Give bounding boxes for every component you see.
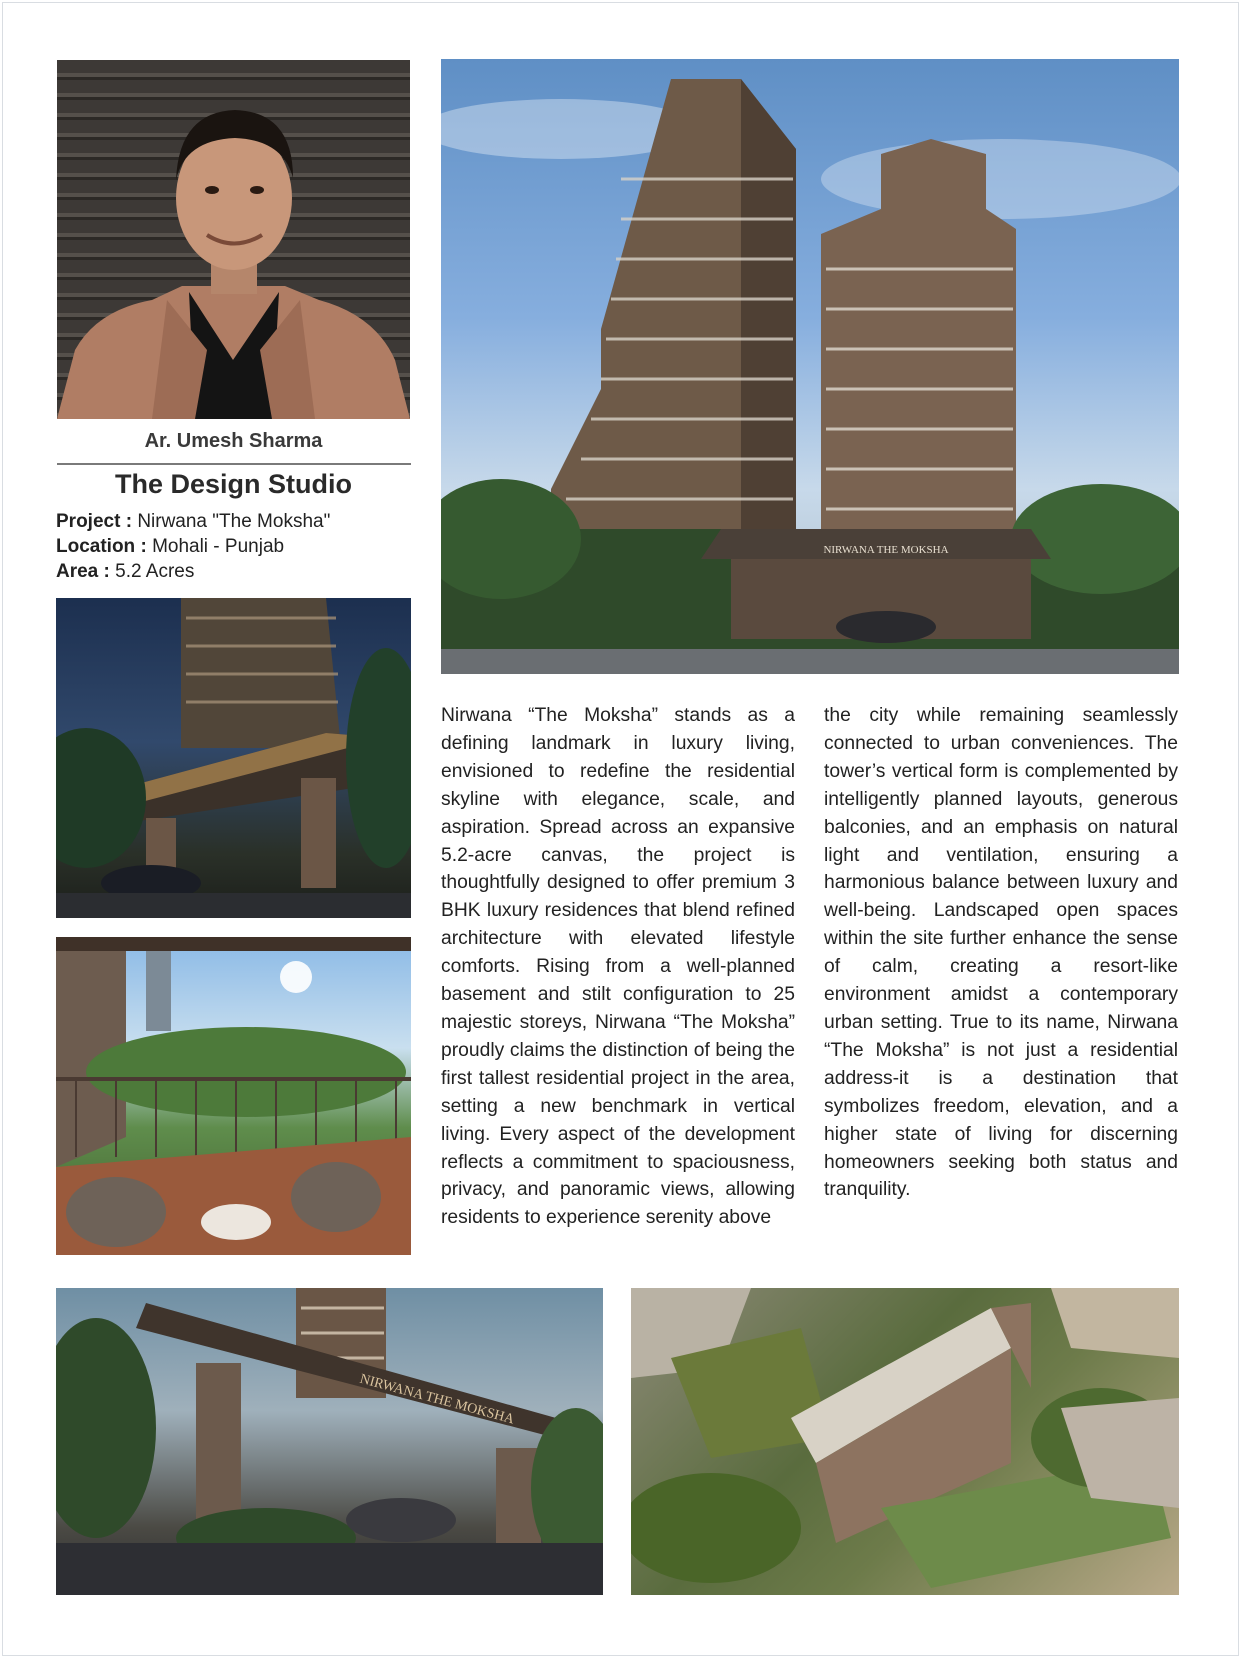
project-line xyxy=(56,511,330,533)
article-column-2: the city while remaining seamlessly connected to urban conveniences. The tower’s vertical form is complemented by intelligently planned layouts, generous balconies, and an emphasis on natural light and ventilation, ensuring a harmonious balance between luxury and well-being. Landscaped open spaces within the site further enhance the sense of calm, creating a resort-like environment amidst a contemporary urban setting. True to its name, Nirwana “The Moksha” is not just a residential address-it is a destination that symbolizes freedom, elevation, and a higher state of living for discerning homeowners seeking both status and tranquility. xyxy=(824,705,1178,1201)
article-column-1: Nirwana “The Moksha” stands as a defining landmark in luxury living, envisioned to redefine the residential skyline with elegance, scale, and aspiration. Spread across an expansive 5.2-acre canvas, the project is thoughtfully designed to offer premium 3 BHK luxury residences that blend refined architecture with elevated lifestyle comforts. Rising from a well-planned basement and stilt configuration to 25 majestic storeys, Nirwana “The Moksha” proudly claims the distinction of being the first tallest residential project in the area, setting a new benchmark in vertical living. Every aspect of the development reflects a commitment to spaciousness, privacy, and panoramic views, allowing residents to experience serenity above xyxy=(441,705,795,1229)
aerial-view-render xyxy=(631,1288,1179,1595)
hero-sign-text: NIRWANA THE MOKSHA xyxy=(823,544,949,556)
area-label: Area : xyxy=(56,561,110,582)
architect-portrait xyxy=(57,60,410,419)
location-line xyxy=(56,536,284,558)
location-value: Mohali - Punjab xyxy=(152,536,285,557)
divider xyxy=(57,463,411,465)
balcony-view-render xyxy=(56,937,411,1255)
project-label: Project : xyxy=(56,511,133,532)
location-label: Location : xyxy=(56,536,147,557)
project-value: Nirwana "The Moksha" xyxy=(137,511,331,532)
studio-name: The Design Studio xyxy=(114,469,352,499)
entrance-sign-text: NIRWANA THE MOKSHA xyxy=(358,1371,516,1428)
area-value: 5.2 Acres xyxy=(115,561,195,582)
hero-tower-render xyxy=(441,59,1179,674)
area-line xyxy=(56,561,194,583)
entrance-gate-render xyxy=(56,1288,603,1595)
night-entrance-render xyxy=(56,598,411,918)
architect-name: Ar. Umesh Sharma xyxy=(144,430,323,452)
